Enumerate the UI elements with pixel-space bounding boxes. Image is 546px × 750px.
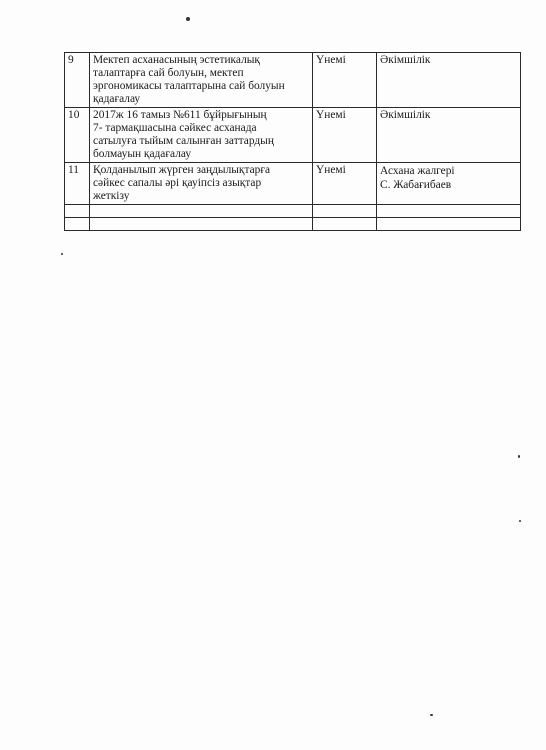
term-cell: Үнемі bbox=[313, 163, 377, 205]
table-row bbox=[65, 53, 521, 108]
table-row bbox=[65, 108, 521, 163]
task-line: эргономикасы талаптарына сай болуын bbox=[93, 80, 285, 92]
task-line: Қолданылып жүрген заңдылықтарға bbox=[93, 164, 271, 176]
responsible-cell bbox=[377, 53, 521, 108]
task-line: сатылуға тыйым салынған заттардың bbox=[93, 135, 274, 147]
empty-cell bbox=[90, 205, 313, 218]
responsible-cell bbox=[377, 163, 521, 205]
task-line: 7- тармақшасына сәйкес асханада bbox=[93, 122, 257, 134]
table-row bbox=[65, 163, 521, 205]
empty-cell bbox=[377, 218, 521, 231]
responsible-line: Асхана жалгері bbox=[380, 165, 455, 177]
task-cell bbox=[90, 163, 313, 205]
responsible-line: Әкімшілік bbox=[380, 54, 431, 66]
term-cell: Үнемі bbox=[313, 53, 377, 108]
empty-cell bbox=[313, 205, 377, 218]
empty-cell bbox=[90, 218, 313, 231]
task-line: Мектеп асханасының эстетикалық bbox=[93, 54, 260, 66]
scan-speck bbox=[518, 455, 520, 458]
task-cell bbox=[90, 108, 313, 163]
task-line: жеткізу bbox=[93, 190, 130, 202]
scan-speck bbox=[61, 253, 63, 255]
row-number: 9 bbox=[65, 53, 90, 108]
task-line: талаптарға сай болуын, мектеп bbox=[93, 67, 244, 79]
row-number: 11 bbox=[65, 163, 90, 205]
task-line: сәйкес сапалы әрі қауіпсіз азықтар bbox=[93, 177, 262, 189]
term-cell: Үнемі bbox=[313, 108, 377, 163]
responsible-line: Әкімшілік bbox=[380, 109, 431, 121]
task-line: 2017ж 16 тамыз №611 бұйрығының bbox=[93, 109, 267, 121]
plan-table bbox=[64, 52, 521, 231]
empty-cell bbox=[65, 218, 90, 231]
task-cell bbox=[90, 53, 313, 108]
empty-cell bbox=[377, 205, 521, 218]
empty-cell bbox=[65, 205, 90, 218]
empty-table-row bbox=[65, 205, 521, 218]
task-line: болмауын қадағалау bbox=[93, 148, 192, 160]
empty-cell bbox=[313, 218, 377, 231]
scan-speck bbox=[186, 17, 190, 21]
scan-speck bbox=[519, 520, 521, 522]
task-line: қадағалау bbox=[93, 93, 141, 105]
scan-speck bbox=[430, 714, 433, 716]
empty-table-row bbox=[65, 218, 521, 231]
responsible-line: С. Жабағибаев bbox=[380, 179, 452, 191]
responsible-cell bbox=[377, 108, 521, 163]
row-number: 10 bbox=[65, 108, 90, 163]
